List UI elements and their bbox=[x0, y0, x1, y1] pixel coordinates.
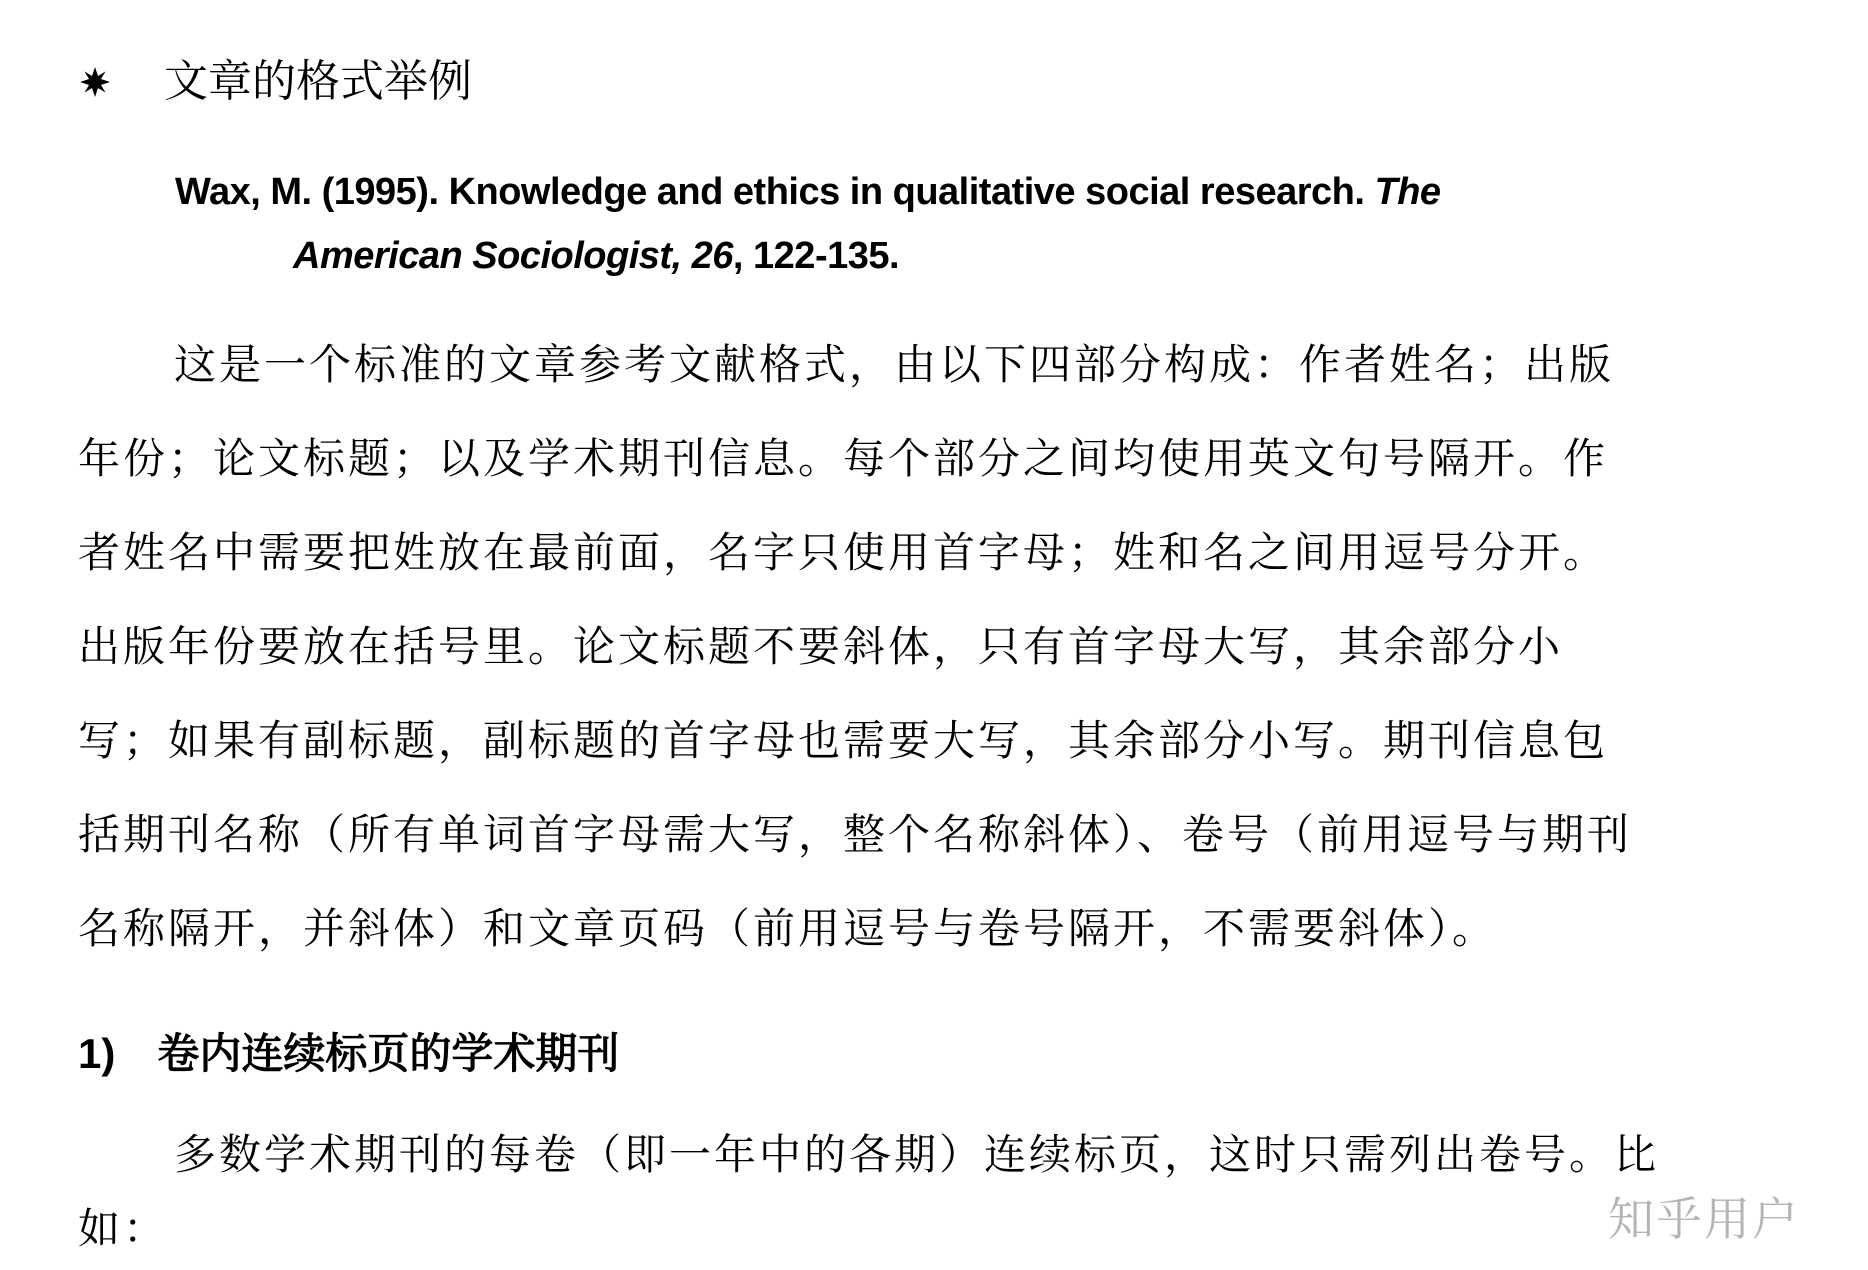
paragraph-line: 年份；论文标题；以及学术期刊信息。每个部分之间均使用英文句号隔开。作 bbox=[78, 434, 1609, 483]
citation-line-2 bbox=[175, 224, 1675, 288]
zhihu-watermark: 知乎用户 bbox=[1608, 1192, 1800, 1246]
paragraph-line: 名称隔开，并斜体）和文章页码（前用逗号与卷号隔开，不需要斜体）。 bbox=[78, 904, 1498, 953]
reference-citation bbox=[175, 160, 1675, 288]
continuous-pagination-paragraph bbox=[78, 1118, 1758, 1266]
subsection-title: 卷内连续标页的学术期刊 bbox=[157, 1029, 620, 1078]
paragraph-line: 出版年份要放在括号里。论文标题不要斜体，只有首字母大写，其余部分小 bbox=[78, 622, 1564, 671]
paragraph-line: 写；如果有副标题，副标题的首字母也需要大写，其余部分小写。期刊信息包 bbox=[78, 716, 1609, 765]
citation-author-title: Wax, M. (1995). Knowledge and ethics in qualitative social research. bbox=[175, 171, 1375, 213]
section-heading bbox=[80, 52, 472, 112]
subsection-heading bbox=[78, 1024, 619, 1084]
paragraph-line: 多数学术期刊的每卷（即一年中的各期）连续标页，这时只需列出卷号。比 bbox=[174, 1130, 1660, 1179]
citation-journal-volume: American Sociologist, 26 bbox=[293, 235, 733, 277]
paragraph-line: 如： bbox=[78, 1204, 169, 1253]
star-bullet-icon bbox=[80, 67, 110, 97]
paragraph-line: 括期刊名称（所有单词首字母需大写，整个名称斜体）、卷号（前用逗号与期刊 bbox=[78, 810, 1633, 859]
citation-journal-start: The bbox=[1374, 171, 1441, 213]
section-heading-text: 文章的格式举例 bbox=[164, 56, 472, 107]
paragraph-line: 者姓名中需要把姓放在最前面，名字只使用首字母；姓和名之间用逗号分开。 bbox=[78, 528, 1609, 577]
citation-pages: , 122-135. bbox=[732, 235, 900, 277]
paragraph-line: 这是一个标准的文章参考文献格式，由以下四部分构成：作者姓名；出版 bbox=[174, 340, 1615, 389]
explanation-paragraph bbox=[78, 318, 1758, 976]
subsection-number: 1) bbox=[78, 1030, 116, 1077]
